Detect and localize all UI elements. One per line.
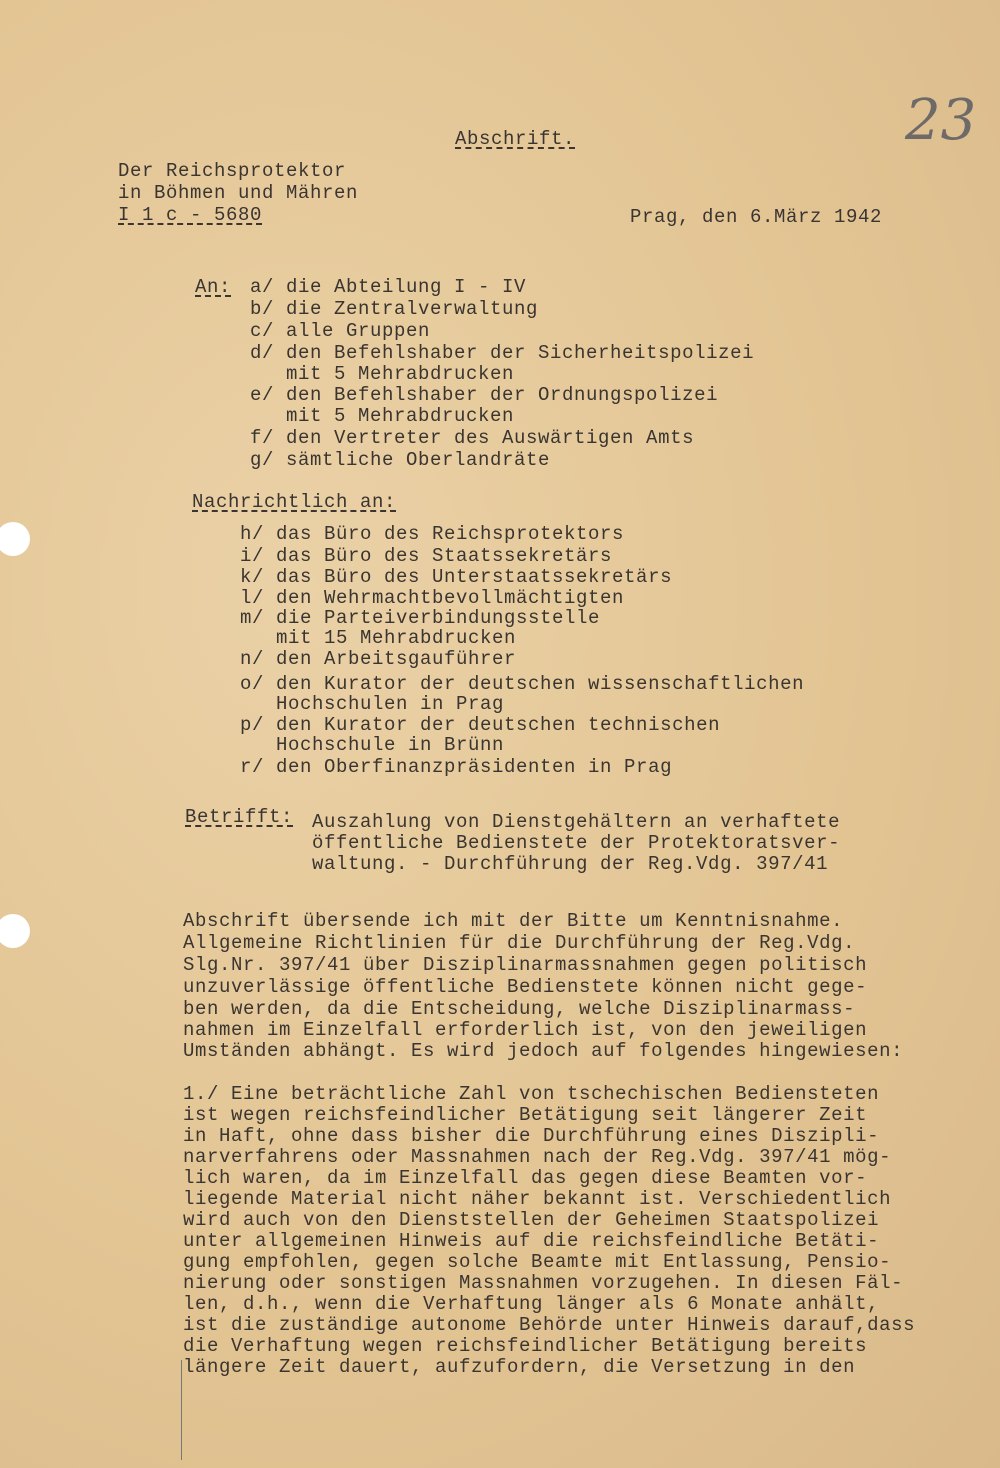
place-date: Prag, den 6.März 1942	[630, 206, 883, 228]
recipient-line: e/ den Befehlshaber der Ordnungspolizei	[250, 384, 719, 406]
recipient-line: f/ den Vertreter des Auswärtigen Amts	[250, 427, 695, 449]
body-line: Allgemeine Richtlinien für die Durchführung der Reg.Vdg.	[183, 932, 856, 954]
cc-line: Hochschule in Brünn	[240, 734, 505, 756]
pencil-mark	[181, 1360, 182, 1460]
point-line: die Verhaftung wegen reichsfeindlicher Betätigung bereits	[183, 1335, 868, 1357]
cc-line: m/ die Parteiverbindungsstelle	[240, 607, 601, 629]
point-line: wird auch von den Dienststellen der Geheimen Staatspolizei	[183, 1209, 880, 1231]
point-line: 1./ Eine beträchtliche Zahl von tschechischen Bediensteten	[183, 1083, 880, 1105]
point-line: lich waren, da im Einzelfall das gegen diese Beamten vor-	[183, 1167, 868, 1189]
point-line: längere Zeit dauert, aufzufordern, die Versetzung in den	[183, 1356, 856, 1378]
punch-hole-top	[0, 522, 30, 556]
point-line: narverfahrens oder Massnahmen nach der Reg.Vdg. 397/41 mög-	[183, 1146, 892, 1168]
point-line: gung empfohlen, gegen solche Beamte mit Entlassung, Pensio-	[183, 1251, 892, 1273]
point-line: len, d.h., wenn die Verhaftung länger als 6 Monate anhält,	[183, 1293, 880, 1315]
heading-abschrift: Abschrift.	[455, 128, 576, 150]
cc-line: h/ das Büro des Reichsprotektors	[240, 523, 625, 545]
cc-line: r/ den Oberfinanzpräsidenten in Prag	[240, 756, 673, 778]
cc-label: Nachrichtlich an:	[192, 491, 397, 513]
cc-line: o/ den Kurator der deutschen wissenschaftlichen	[240, 673, 805, 695]
point-line: ist die zuständige autonome Behörde unter Hinweis darauf,dass	[183, 1314, 916, 1336]
recipient-line: a/ die Abteilung I - IV	[250, 276, 527, 298]
recipient-line: mit 5 Mehrabdrucken	[250, 405, 515, 427]
recipient-line: d/ den Befehlshaber der Sicherheitspolizei	[250, 342, 755, 364]
body-line: unzuverlässige öffentliche Bedienstete können nicht gege-	[183, 976, 868, 998]
cc-line: l/ den Wehrmachtbevollmächtigten	[240, 587, 625, 609]
sender-line-2: in Böhmen und Mähren	[118, 182, 359, 204]
subject-label: Betrifft:	[185, 806, 294, 828]
cc-line: k/ das Büro des Unterstaatssekretärs	[240, 566, 673, 588]
subject-line: öffentliche Bedienstete der Protektoratsver-	[312, 832, 841, 854]
point-line: unter allgemeinen Hinweis auf die reichsfeindliche Betäti-	[183, 1230, 880, 1252]
cc-line: p/ den Kurator der deutschen technischen	[240, 714, 721, 736]
recipient-line: c/ alle Gruppen	[250, 320, 431, 342]
body-line: ben werden, da die Entscheidung, welche Disziplinarmass-	[183, 998, 856, 1020]
subject-line: waltung. - Durchführung der Reg.Vdg. 397/41	[312, 853, 829, 875]
body-line: nahmen im Einzelfall erforderlich ist, von den jeweiligen	[183, 1019, 868, 1041]
point-line: liegende Material nicht näher bekannt ist. Verschiedentlich	[183, 1188, 892, 1210]
cc-line: i/ das Büro des Staatssekretärs	[240, 545, 613, 567]
cc-line: mit 15 Mehrabdrucken	[240, 627, 517, 649]
recipient-line: g/ sämtliche Oberlandräte	[250, 449, 551, 471]
body-line: Umständen abhängt. Es wird jedoch auf folgendes hingewiesen:	[183, 1040, 904, 1062]
handwritten-page-number: 23	[905, 88, 977, 153]
punch-hole-bottom	[0, 914, 30, 948]
reference-number: I 1 c - 5680	[118, 204, 263, 226]
sender-line-1: Der Reichsprotektor	[118, 160, 347, 182]
cc-line: Hochschulen in Prag	[240, 693, 505, 715]
point-line: nierung oder sonstigen Massnahmen vorzugehen. In diesen Fäl-	[183, 1272, 904, 1294]
recipient-line: mit 5 Mehrabdrucken	[250, 363, 515, 385]
body-line: Abschrift übersende ich mit der Bitte um Kenntnisnahme.	[183, 910, 844, 932]
recipients-label: An:	[195, 276, 232, 298]
body-line: Slg.Nr. 397/41 über Disziplinarmassnahmen gegen politisch	[183, 954, 868, 976]
recipient-line: b/ die Zentralverwaltung	[250, 298, 539, 320]
cc-line: n/ den Arbeitsgauführer	[240, 648, 517, 670]
subject-line: Auszahlung von Dienstgehältern an verhaftete	[312, 811, 841, 833]
point-line: in Haft, ohne dass bisher die Durchführung eines Diszipli-	[183, 1125, 880, 1147]
point-line: ist wegen reichsfeindlicher Betätigung seit längerer Zeit	[183, 1104, 868, 1126]
